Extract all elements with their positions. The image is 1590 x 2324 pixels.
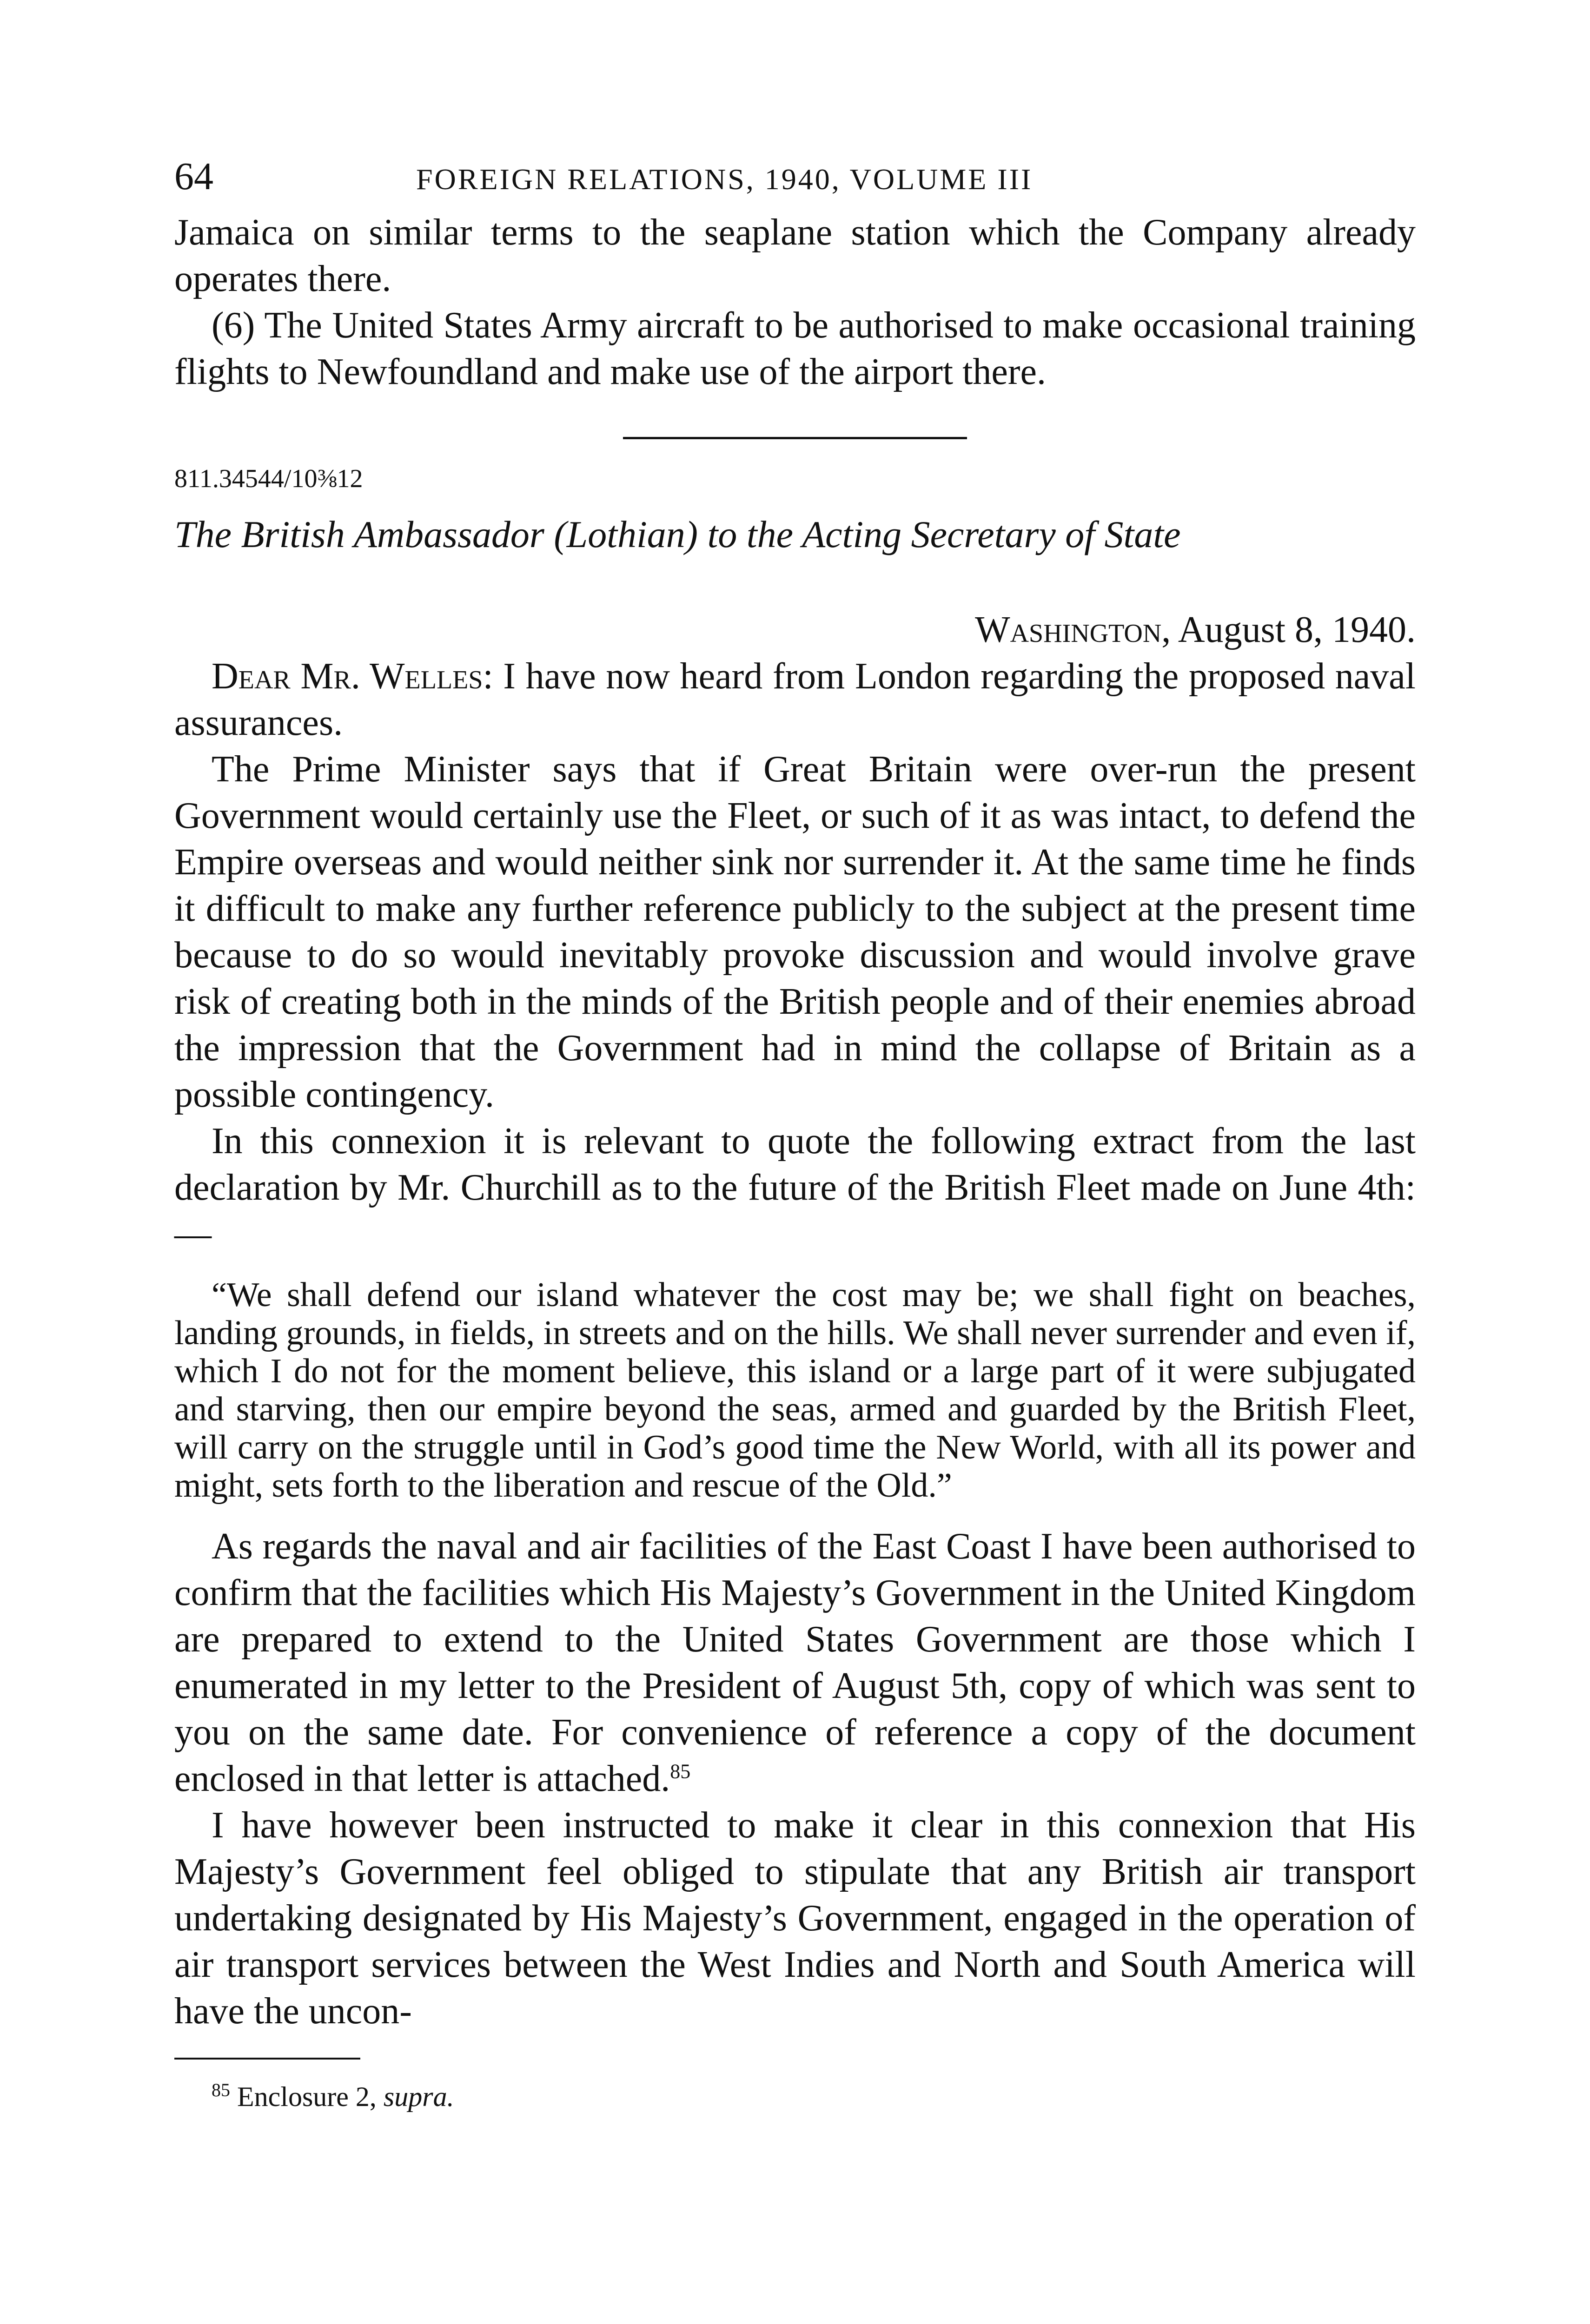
footnote-divider (174, 2058, 360, 2060)
footnote-italic: supra. (383, 2081, 454, 2112)
body-paragraph: In this connexion it is relevant to quote the following extract from the last declaration by Mr. Churchill as to the future of the British Fleet made on June 4th:— (174, 1121, 1416, 1254)
footnote-reference: 85 (670, 1760, 691, 1783)
running-title: FOREIGN RELATIONS, 1940, VOLUME III (416, 163, 1033, 196)
document-page (174, 153, 1416, 2115)
body-paragraph-facilities (174, 1523, 1416, 1802)
facilities-text: As regards the naval and air facilities of the East Coast I have been authorised to confirm that the facilities which His Majesty’s Government in the United Kingdom are prepared to extend to the United States Government are those which I enumerated in my letter to the President of August 5th, copy of which was sent to you on the same date. For convenience of reference a copy of the document enclosed in that letter is attached. (174, 1526, 1416, 1799)
churchill-quote: “We shall defend our island whatever the cost may be; we shall fight on beaches, landing grounds, in fields, in streets and on the hills. We shall never surrender and even if, which I do not for the moment believe, this island or a large part of it were subjugated and starving, then our empire beyond the seas, armed and guarded by the British Fleet, will carry on the struggle until in God’s good time the New World, with all its power and might, sets forth to the liberation and rescue of the Old.” (174, 1276, 1416, 1505)
page-header (174, 153, 1416, 209)
file-number: 811.34544/10⅜12 (174, 464, 363, 493)
section-divider (623, 437, 967, 439)
page-number: 64 (174, 155, 213, 198)
dateline-place: Washington, (975, 609, 1171, 650)
document-title: The British Ambassador (Lothian) to the Acting Secretary of State (174, 513, 1181, 555)
dateline-date: August 8, 1940. (1178, 609, 1416, 650)
continuation-paragraph: Jamaica on similar terms to the seaplane station which the Company already operates there. (174, 212, 1416, 299)
footnote-text: Enclosure 2, (237, 2081, 377, 2112)
salutation-paragraph (174, 653, 1416, 746)
body-paragraph-last: I have however been instructed to make it clear in this connexion that His Majesty’s Government feel obliged to stipulate that any British air transport undertaking designated by His Majesty’s Government, engaged in the operation of air transport services between the West Indies and North and South America will have the uncon- (174, 1805, 1416, 2032)
body-paragraph: The Prime Minister says that if Great Britain were over-run the present Government would certainly use the Fleet, or such of it as was intact, to defend the Empire overseas and would neither sink nor surrender it. At the same time he finds it difficult to make any further reference publicly to the subject at the present time because to do so would inevitably provoke discussion and would involve grave risk of creating both in the minds of the British people and of their enemies abroad the impression that the Government had in mind the collapse of Britain as a possible contingency. (174, 749, 1416, 1115)
footnote-mark: 85 (212, 2080, 230, 2100)
salutation-text: I have now heard from London regarding the proposed naval assurances. (174, 656, 1416, 743)
continuation-item-6: (6) The United States Army aircraft to be authorised to make occasional training flights to Newfoundland and make use of the airport there. (174, 305, 1416, 392)
footnote (174, 2078, 1416, 2115)
dateline (174, 607, 1416, 653)
salutation: Dear Mr. Welles: (212, 656, 493, 697)
